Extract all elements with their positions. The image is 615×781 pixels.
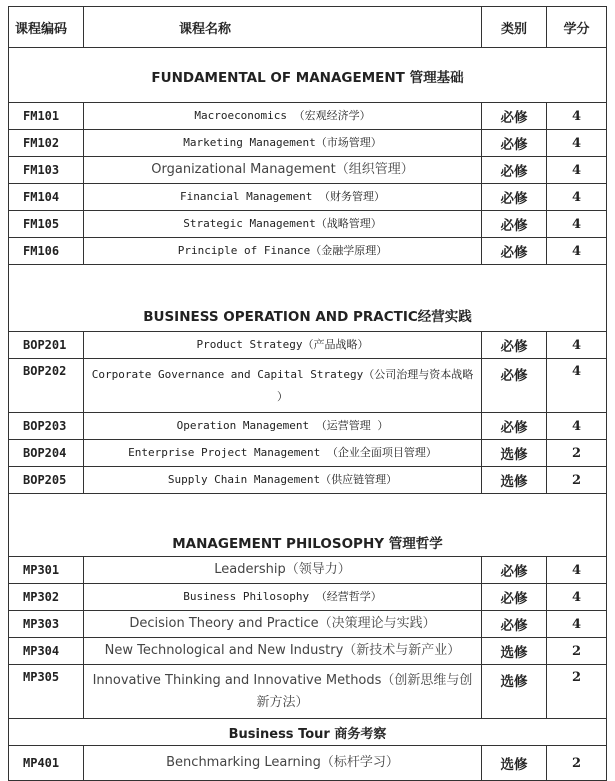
course-code: BOP205 bbox=[9, 467, 84, 494]
course-type: 必修 bbox=[482, 611, 547, 638]
course-code: MP301 bbox=[9, 557, 84, 584]
course-code: MP304 bbox=[9, 638, 84, 665]
course-type: 必修 bbox=[482, 413, 547, 440]
course-credits: 2 bbox=[547, 467, 607, 494]
table-row bbox=[9, 611, 607, 638]
course-credits: 4 bbox=[547, 557, 607, 584]
table-row bbox=[9, 184, 607, 211]
course-type: 必修 bbox=[482, 184, 547, 211]
course-code: FM105 bbox=[9, 211, 84, 238]
course-code: FM101 bbox=[9, 103, 84, 130]
course-type: 必修 bbox=[482, 238, 547, 265]
course-name: Principle of Finance（金融学原理） bbox=[84, 238, 482, 265]
course-type: 必修 bbox=[482, 359, 547, 413]
course-name: Macroeconomics （宏观经济学） bbox=[84, 103, 482, 130]
header-course-type: 类别 bbox=[482, 7, 547, 48]
table-row bbox=[9, 157, 607, 184]
table-row bbox=[9, 238, 607, 265]
course-type: 必修 bbox=[482, 103, 547, 130]
table-row bbox=[9, 413, 607, 440]
course-code: BOP202 bbox=[9, 359, 84, 413]
course-type: 选修 bbox=[482, 467, 547, 494]
course-credits: 4 bbox=[547, 157, 607, 184]
course-code: BOP201 bbox=[9, 332, 84, 359]
table-row bbox=[9, 440, 607, 467]
course-code: MP303 bbox=[9, 611, 84, 638]
course-credits: 2 bbox=[547, 440, 607, 467]
course-credits: 4 bbox=[547, 413, 607, 440]
course-name: Decision Theory and Practice（决策理论与实践） bbox=[84, 611, 482, 638]
course-code: MP305 bbox=[9, 665, 84, 719]
table-row bbox=[9, 557, 607, 584]
section-title: MANAGEMENT PHILOSOPHY 管理哲学 bbox=[9, 494, 607, 557]
course-code: BOP203 bbox=[9, 413, 84, 440]
table-row bbox=[9, 130, 607, 157]
course-code: FM104 bbox=[9, 184, 84, 211]
course-credits: 4 bbox=[547, 103, 607, 130]
course-type: 必修 bbox=[482, 157, 547, 184]
table-row bbox=[9, 103, 607, 130]
course-code: BOP204 bbox=[9, 440, 84, 467]
course-credits: 4 bbox=[547, 611, 607, 638]
course-credits: 4 bbox=[547, 238, 607, 265]
course-type: 选修 bbox=[482, 746, 547, 781]
table-row bbox=[9, 467, 607, 494]
course-credits: 4 bbox=[547, 130, 607, 157]
course-name: Enterprise Project Management （企业全面项目管理） bbox=[84, 440, 482, 467]
course-name: Marketing Management（市场管理） bbox=[84, 130, 482, 157]
course-name: Product Strategy（产品战略） bbox=[84, 332, 482, 359]
course-credits: 4 bbox=[547, 211, 607, 238]
course-credits: 4 bbox=[547, 184, 607, 211]
table-row bbox=[9, 584, 607, 611]
course-name: Innovative Thinking and Innovative Methods（创新思维与创新方法） bbox=[84, 665, 482, 719]
course-credits: 2 bbox=[547, 665, 607, 719]
course-credits: 4 bbox=[547, 332, 607, 359]
course-type: 选修 bbox=[482, 665, 547, 719]
section-title: FUNDAMENTAL OF MANAGEMENT 管理基础 bbox=[9, 48, 607, 103]
course-code: FM103 bbox=[9, 157, 84, 184]
course-type: 必修 bbox=[482, 584, 547, 611]
course-code: FM106 bbox=[9, 238, 84, 265]
table-row bbox=[9, 665, 607, 719]
course-name: Organizational Management（组织管理） bbox=[84, 157, 482, 184]
table-row bbox=[9, 746, 607, 781]
section-row bbox=[9, 719, 607, 746]
course-credits: 4 bbox=[547, 584, 607, 611]
course-table bbox=[8, 6, 607, 781]
header-course-name: 课程名称 bbox=[84, 7, 482, 48]
section-row bbox=[9, 265, 607, 332]
table-row bbox=[9, 638, 607, 665]
course-name: Operation Management （运营管理 ） bbox=[84, 413, 482, 440]
course-name: Leadership（领导力） bbox=[84, 557, 482, 584]
course-type: 必修 bbox=[482, 332, 547, 359]
course-type: 必修 bbox=[482, 211, 547, 238]
course-name: New Technological and New Industry（新技术与新产业） bbox=[84, 638, 482, 665]
course-code: FM102 bbox=[9, 130, 84, 157]
header-course-code: 课程编码 bbox=[9, 7, 84, 48]
course-name: Financial Management （财务管理） bbox=[84, 184, 482, 211]
course-name: Business Philosophy （经营哲学） bbox=[84, 584, 482, 611]
table-row bbox=[9, 332, 607, 359]
course-credits: 4 bbox=[547, 359, 607, 413]
section-row bbox=[9, 494, 607, 557]
course-code: MP302 bbox=[9, 584, 84, 611]
course-code: MP401 bbox=[9, 746, 84, 781]
course-name: Supply Chain Management（供应链管理） bbox=[84, 467, 482, 494]
table-row bbox=[9, 359, 607, 413]
table-header-row bbox=[9, 7, 607, 48]
course-type: 选修 bbox=[482, 440, 547, 467]
section-title: BUSINESS OPERATION AND PRACTIC经营实践 bbox=[9, 265, 607, 332]
course-name: Strategic Management（战略管理） bbox=[84, 211, 482, 238]
header-credits: 学分 bbox=[547, 7, 607, 48]
course-name: Benchmarking Learning（标杆学习） bbox=[84, 746, 482, 781]
section-row bbox=[9, 48, 607, 103]
course-credits: 2 bbox=[547, 638, 607, 665]
course-type: 必修 bbox=[482, 130, 547, 157]
course-credits: 2 bbox=[547, 746, 607, 781]
table-row bbox=[9, 211, 607, 238]
course-type: 选修 bbox=[482, 638, 547, 665]
course-type: 必修 bbox=[482, 557, 547, 584]
course-name: Corporate Governance and Capital Strategy（公司治理与资本战略 ） bbox=[84, 359, 482, 413]
section-title: Business Tour 商务考察 bbox=[9, 719, 607, 746]
